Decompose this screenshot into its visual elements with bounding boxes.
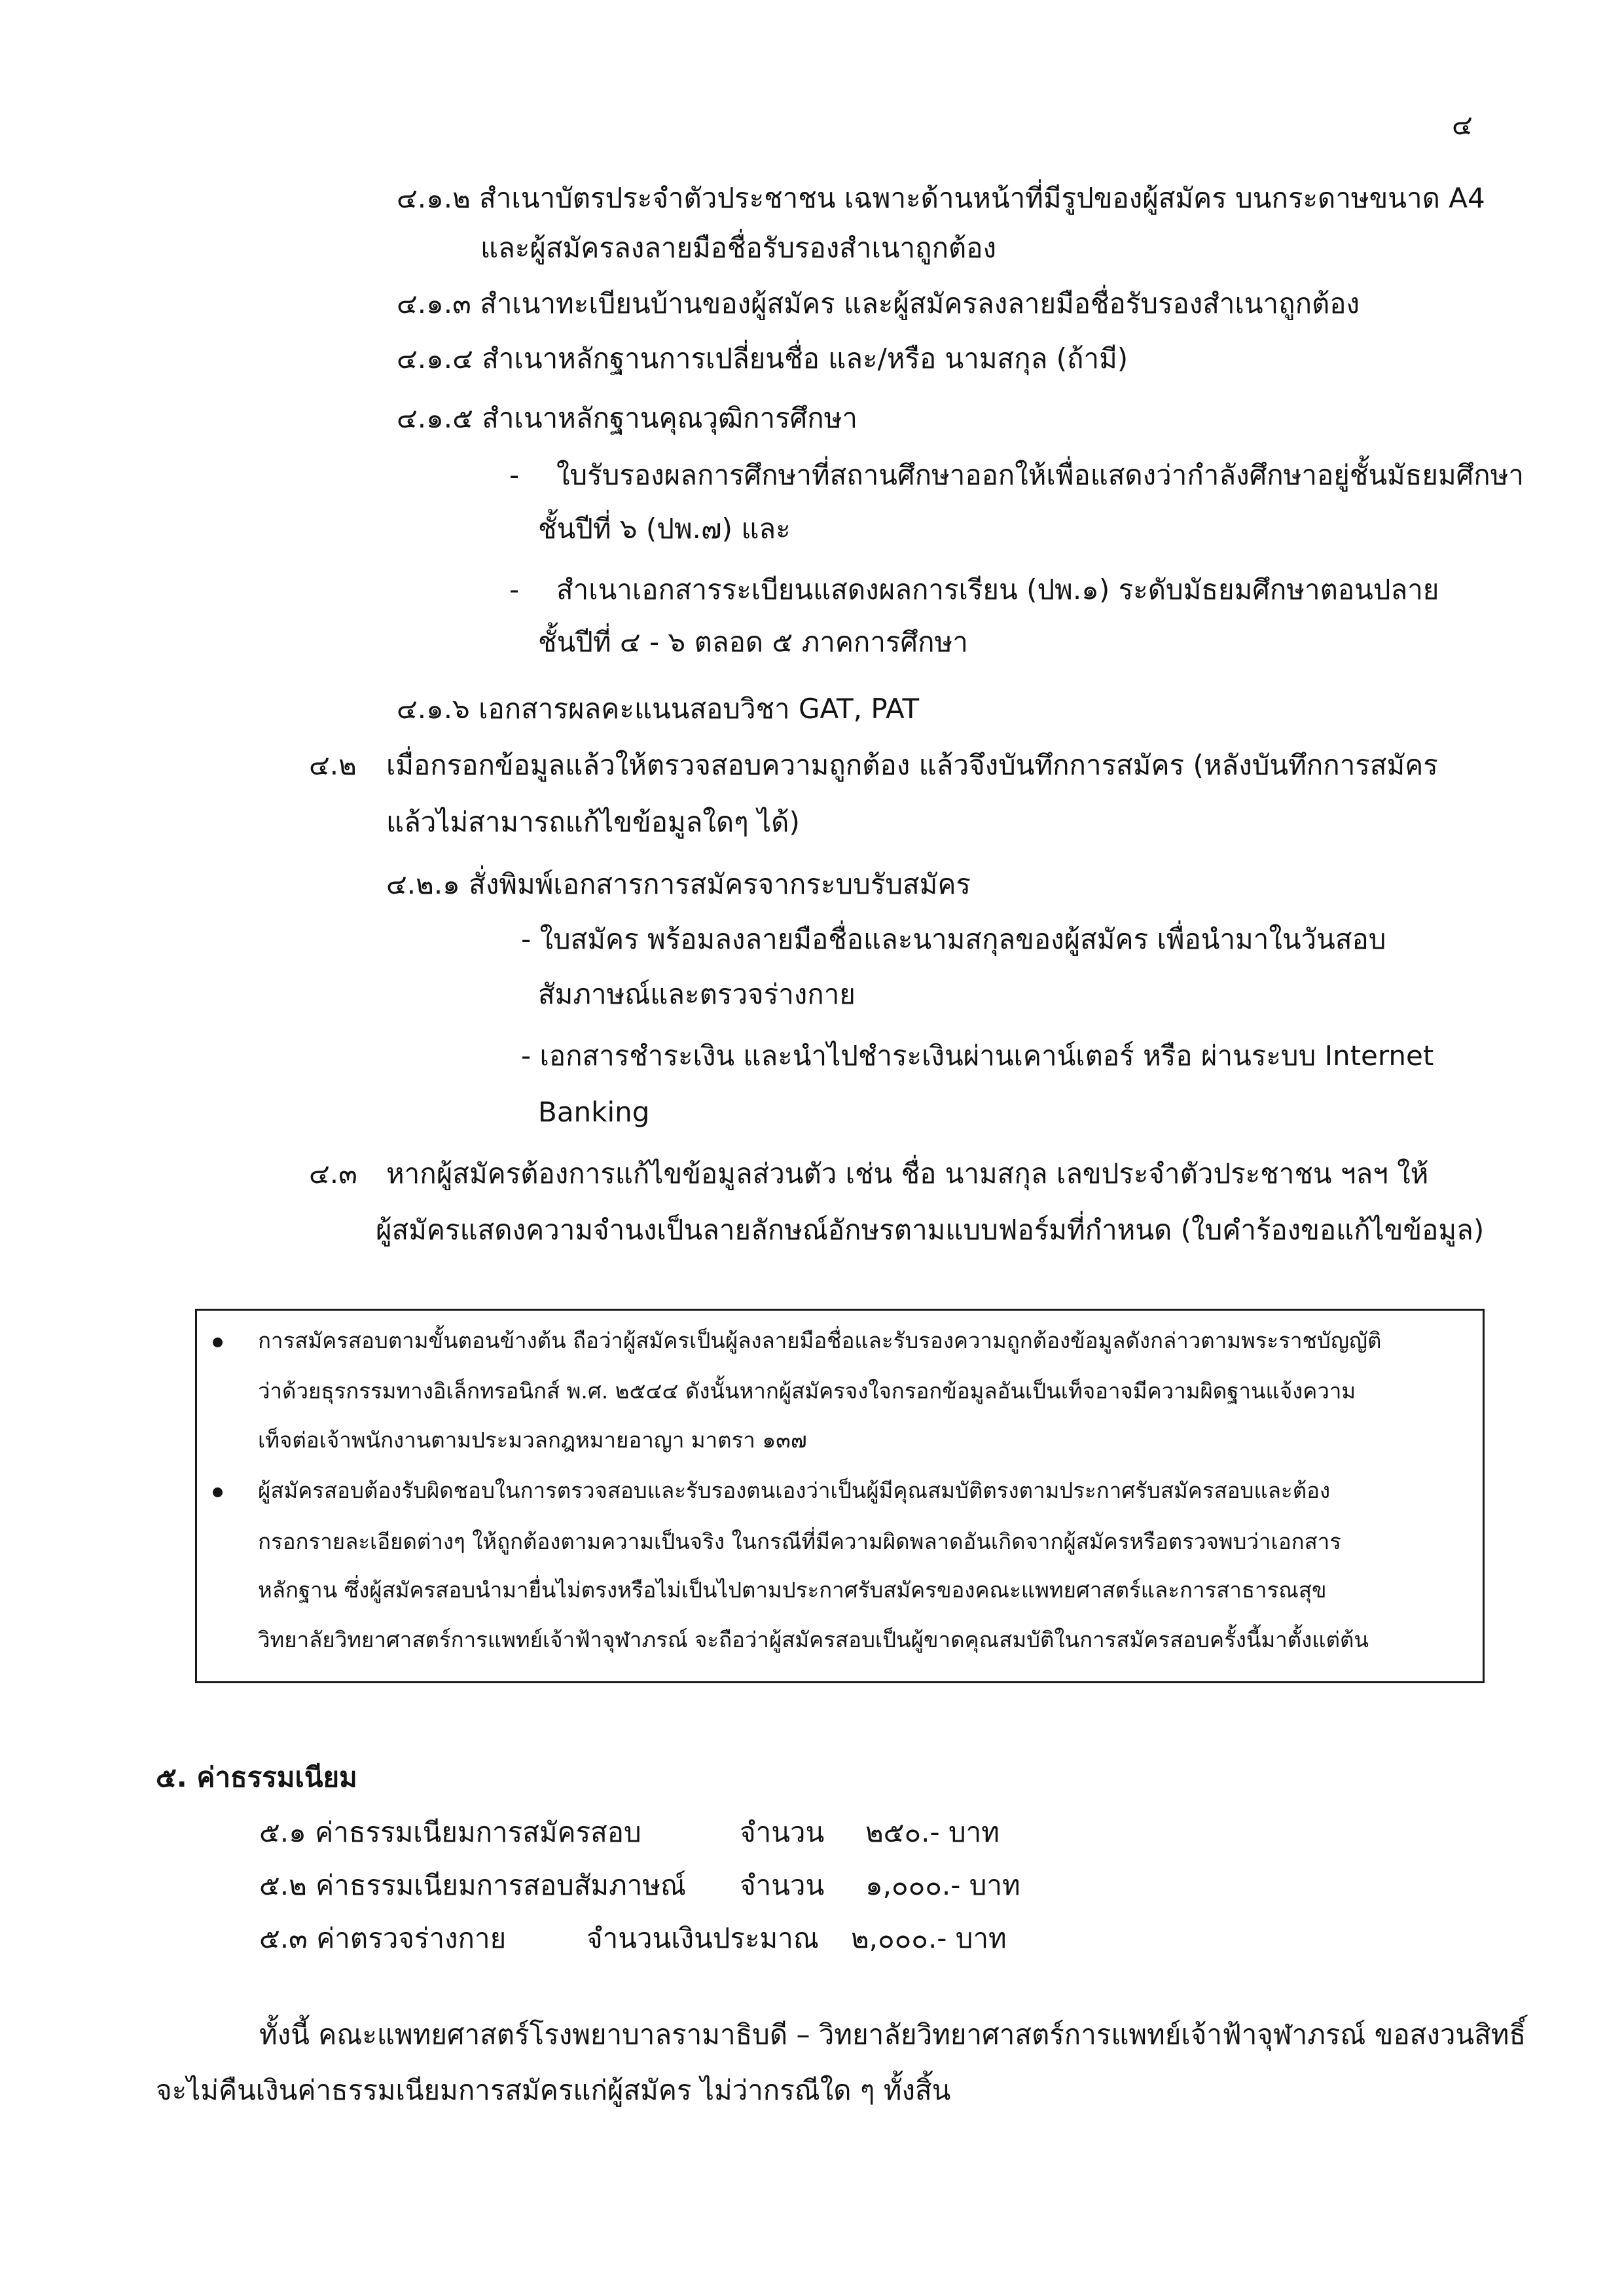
notice-bullet2-line3: หลักฐาน ซึ่งผู้สมัครสอบนำมายื่นไม่ตรงหรือไม่เป็นไปตามประกาศรับสมัครของคณะแพทยศาสตร์และการสาธารณสุข: [258, 1577, 1327, 1603]
item-4-3-number: ๔.๓: [309, 1157, 357, 1190]
item-4-1-5-sub1-line1: ใบรับรองผลการศึกษาที่สถานศึกษาออกให้เพื่อแสดงว่ากำลังศึกษาอยู่ชั้นมัธยมศึกษา: [556, 459, 1524, 491]
item-4-1-5-sub2-line1: สำเนาเอกสารระเบียนแสดงผลการเรียน (ปพ.๑) ระดับมัธยมศึกษาตอนปลาย: [556, 574, 1439, 606]
section5-heading: ๕. ค่าธรรมเนียม: [156, 1761, 357, 1793]
item-4-2-1-sub1-line2: สัมภาษณ์และตรวจร่างกาย: [538, 978, 856, 1010]
notice-bullet2-line1: ผู้สมัครสอบต้องรับผิดชอบในการตรวจสอบและรับรองตนเองว่าเป็นผู้มีคุณสมบัติตรงตามประกาศรับสมัครสอบและต้อง: [258, 1478, 1331, 1503]
dash-marker: -: [509, 459, 520, 491]
item-4-3-line1: หากผู้สมัครต้องการแก้ไขข้อมูลส่วนตัว เช่น ชื่อ นามสกุล เลขประจำตัวประชาชน ฯลฯ ให้: [386, 1157, 1429, 1190]
closing-line2: จะไม่คืนเงินค่าธรรมเนียมการสมัครแก่ผู้สมัคร ไม่ว่ากรณีใด ๆ ทั้งสิ้น: [156, 2074, 951, 2106]
page-number: ๔: [1452, 109, 1473, 141]
item-4-2-line2: แล้วไม่สามารถแก้ไขข้อมูลใดๆ ได้): [386, 806, 800, 838]
fee-label: ๕.๒ ค่าธรรมเนียมการสอบสัมภาษณ์: [259, 1869, 686, 1901]
notice-bullet2-line4: วิทยาลัยวิทยาศาสตร์การแพทย์เจ้าฟ้าจุฬาภรณ์ จะถือว่าผู้สมัครสอบเป็นผู้ขาดคุณสมบัติในการสมัครสอบครั้งนี้มาตั้งแต่ต้น: [258, 1627, 1369, 1652]
item-4-2-1-sub2-line2: Banking: [538, 1096, 650, 1128]
fee-amount: ๑,๐๐๐.- บาท: [865, 1869, 1020, 1901]
item-4-2-1-sub1-line1: - ใบสมัคร พร้อมลงลายมือชื่อและนามสกุลของผู้สมัคร เพื่อนำมาในวันสอบ: [521, 923, 1386, 955]
fee-amount: ๒,๐๐๐.- บาท: [851, 1922, 1007, 1954]
fee-label: ๕.๓ ค่าตรวจร่างกาย: [259, 1922, 507, 1954]
item-4-1-5-heading: ๔.๑.๕ สำเนาหลักฐานคุณวุฒิการศึกษา: [397, 402, 857, 434]
notice-bullet1-line3: เท็จต่อเจ้าพนักงานตามประมวลกฎหมายอาญา มาตรา ๑๓๗: [258, 1427, 807, 1453]
item-4-2-line1: เมื่อกรอกข้อมูลแล้วให้ตรวจสอบความถูกต้อง แล้วจึงบันทึกการสมัคร (หลังบันทึกการสมัคร: [386, 749, 1438, 781]
fee-qty: จำนวน: [740, 1816, 825, 1848]
notice-bullet1-line2: ว่าด้วยธุรกรรมทางอิเล็กทรอนิกส์ พ.ศ. ๒๕๔๔ ดังนั้นหากผู้สมัครจงใจกรอกข้อมูลอันเป็นเท็จอาจมีความผิดฐานแจ้งความ: [258, 1378, 1356, 1404]
fee-qty: จำนวน: [740, 1869, 825, 1901]
dash-marker: -: [509, 574, 520, 606]
bullet-icon: [213, 1338, 223, 1347]
item-4-1-5-sub2-line2: ชั้นปีที่ ๔ - ๖ ตลอด ๕ ภาคการศึกษา: [538, 626, 968, 658]
item-4-1-3: ๔.๑.๓ สำเนาทะเบียนบ้านของผู้สมัคร และผู้สมัครลงลายมือชื่อรับรองสำเนาถูกต้อง: [397, 287, 1360, 319]
item-4-1-2-line2: และผู้สมัครลงลายมือชื่อรับรองสำเนาถูกต้อง: [480, 232, 997, 264]
fee-label: ๕.๑ ค่าธรรมเนียมการสมัครสอบ: [259, 1816, 641, 1848]
item-4-2-1-sub2-line1: - เอกสารชำระเงิน และนำไปชำระเงินผ่านเคาน์เตอร์ หรือ ผ่านระบบ Internet: [521, 1040, 1434, 1072]
notice-bullet2-line2: กรอกรายละเอียดต่างๆ ให้ถูกต้องตามความเป็นจริง ในกรณีที่มีความผิดพลาดอันเกิดจากผู้สมัครหรือตรวจพบว่าเอกสาร: [258, 1529, 1342, 1554]
item-4-2-1: ๔.๒.๑ สั่งพิมพ์เอกสารการสมัครจากระบบรับสมัคร: [386, 868, 971, 900]
item-4-2-number: ๔.๒: [309, 749, 357, 781]
fee-qty: จำนวนเงินประมาณ: [586, 1922, 819, 1954]
bullet-icon: [213, 1487, 223, 1497]
fee-amount: ๒๕๐.- บาท: [865, 1816, 1000, 1848]
notice-bullet1-line1: การสมัครสอบตามขั้นตอนข้างต้น ถือว่าผู้สมัครเป็นผู้ลงลายมือชื่อและรับรองความถูกต้องข้อมูลดังกล่าวตามพระราชบัญญัติ: [258, 1328, 1382, 1353]
item-4-1-2-line1: ๔.๑.๒ สำเนาบัตรประจำตัวประชาชน เฉพาะด้านหน้าที่มีรูปของผู้สมัคร บนกระดาษขนาด A4: [397, 182, 1485, 214]
item-4-1-5-sub1-line2: ชั้นปีที่ ๖ (ปพ.๗) และ: [538, 513, 791, 545]
item-4-3-line2: ผู้สมัครแสดงความจำนงเป็นลายลักษณ์อักษรตามแบบฟอร์มที่กำหนด (ใบคำร้องขอแก้ไขข้อมูล): [376, 1214, 1485, 1246]
closing-line1: ทั้งนี้ คณะแพทยศาสตร์โรงพยาบาลรามาธิบดี – วิทยาลัยวิทยาศาสตร์การแพทย์เจ้าฟ้าจุฬาภรณ์ ขอสงวนสิทธิ์: [259, 2018, 1526, 2050]
item-4-1-6: ๔.๑.๖ เอกสารผลคะแนนสอบวิชา GAT, PAT: [397, 693, 920, 725]
item-4-1-4: ๔.๑.๔ สำเนาหลักฐานการเปลี่ยนชื่อ และ/หรือ นามสกุล (ถ้ามี): [397, 342, 1128, 374]
